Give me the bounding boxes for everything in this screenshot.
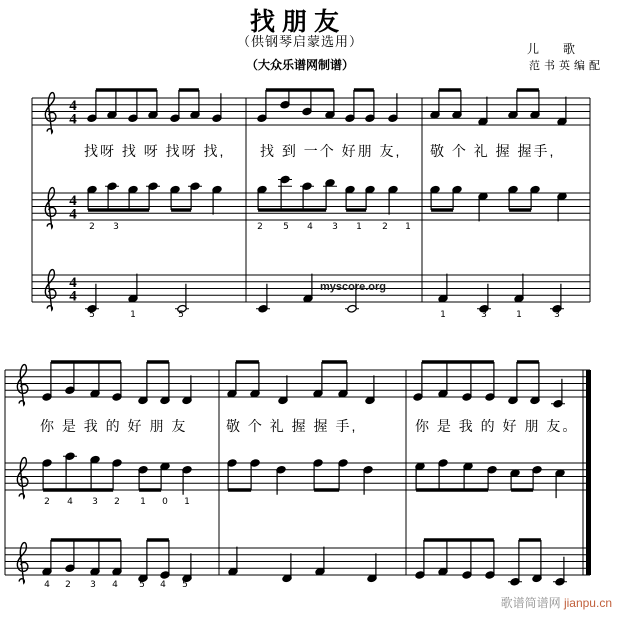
fingering-number: 5: [89, 310, 95, 320]
time-signature-numerator: 4: [69, 98, 77, 114]
fingering-number: 2: [257, 222, 263, 232]
fingering-number: 2: [382, 222, 388, 232]
fingering-number: 2: [114, 497, 120, 507]
fingering-number: 1: [516, 310, 522, 320]
fingering-number: 1: [140, 497, 146, 507]
treble-clef-icon: [45, 188, 56, 228]
fingering-number: 5: [139, 580, 145, 590]
fingering-number: 4: [112, 580, 118, 590]
music-system-2: [0, 360, 624, 600]
fingering-number: 1: [440, 310, 446, 320]
treble-clef-icon: [17, 543, 28, 583]
fingering-number: 1: [356, 222, 362, 232]
fingering-number: 4: [307, 222, 313, 232]
fingering-number: 3: [481, 310, 487, 320]
site-name: 歌谱简谱网: [500, 596, 561, 610]
fingering-number: 2: [44, 497, 50, 507]
fingering-number: 5: [283, 222, 289, 232]
fingering-number: 3: [113, 222, 119, 232]
fingering-number: 1: [130, 310, 136, 320]
arranger-credit: 范书英编配: [529, 60, 604, 72]
time-signature-numerator: 4: [69, 275, 77, 291]
treble-clef-icon: [17, 458, 28, 498]
page-title: 找朋友: [249, 8, 346, 36]
site-watermark: [0, 594, 612, 611]
time-signature-denominator: 4: [69, 111, 77, 128]
genre-label: 儿 歌: [527, 42, 576, 56]
treble-clef-icon: [17, 365, 28, 405]
music-system-1: [0, 88, 624, 338]
fingering-number: 1: [405, 222, 411, 232]
site-url: jianpu.cn: [563, 596, 612, 610]
fingering-number: 4: [44, 580, 50, 590]
fingering-number: 5: [182, 580, 188, 590]
time-signature-numerator: 4: [69, 193, 77, 209]
treble-clef-icon: [45, 270, 56, 310]
fingering-number: 3: [92, 497, 98, 507]
staff-watermark: myscore.org: [320, 281, 387, 293]
lyric-phrase: 你 是 我 的 好 朋 友: [40, 418, 188, 434]
lyric-phrase: 你 是 我 的 好 朋 友。: [415, 418, 579, 434]
lyric-phrase: 敬 个 礼 握 握 手,: [226, 418, 358, 434]
fingering-number: 2: [65, 580, 71, 590]
lyric-phrase: 敬 个 礼 握 握手,: [430, 143, 556, 159]
fingering-number: 3: [332, 222, 338, 232]
fingering-number: 0: [162, 497, 168, 507]
fingering-number: 2: [89, 222, 95, 232]
fingering-number: 3: [554, 310, 560, 320]
fingering-number: 3: [90, 580, 96, 590]
lyric-phrase: 找呀 找 呀 找呀 找,: [84, 143, 226, 159]
time-signature-denominator: 4: [69, 206, 77, 223]
time-signature-denominator: 4: [69, 288, 77, 305]
subtitle: （供钢琴启蒙选用）: [236, 34, 363, 49]
fingering-number: 5: [178, 310, 184, 320]
final-thick-barline: [586, 370, 591, 575]
fingering-number: 4: [160, 580, 166, 590]
treble-clef-icon: [45, 93, 56, 133]
fingering-number: 1: [184, 497, 190, 507]
lyric-phrase: 找 到 一个 好朋 友,: [260, 143, 402, 159]
subtitle-publisher: （大众乐谱网制谱）: [245, 58, 354, 72]
fingering-number: 4: [67, 497, 73, 507]
